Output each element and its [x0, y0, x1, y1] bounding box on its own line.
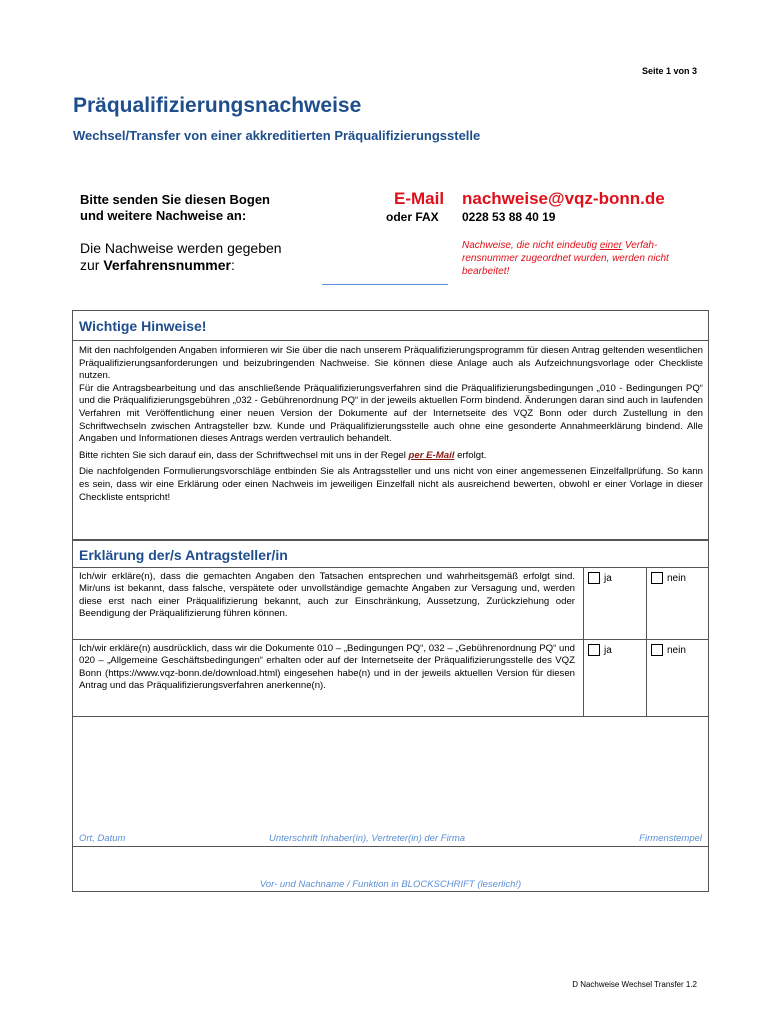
procedure-bold: Verfahrensnummer	[103, 257, 231, 273]
procedure-warning: Nachweise, die nicht eindeutig einer Verfah-rensnummer zugeordnet wurden, werden nicht bearbeitet!	[462, 240, 669, 277]
document-title: Präqualifizierungsnachweise	[73, 94, 362, 117]
signature-label: Unterschrift Inhaber(in), Vertreter(in) der Firma	[269, 833, 466, 844]
name-function-label: Vor- und Nachname / Funktion in BLOCKSCHRIFT (leserlich!)	[259, 879, 522, 890]
declaration-row	[73, 568, 708, 640]
procedure-number-field[interactable]	[322, 284, 448, 285]
declaration-statement-2: Ich/wir erkläre(n) ausdrücklich, dass wir die Dokumente 010 – „Bedingungen PQ“, 032 – „Gebührenordnung PQ“ und 020 – „Allgemeine Geschäftsbedingungen“ erhalten oder auf der Internetseite der Präqualifizierungsstelle des VQZ Bonn (https://www.vqz-bonn.de/download.html) eingesehen habe(n) und in der jeweils aktuellen Version für diesen Antrag und das Präqualifizierungsverfahren anerkenne(n).	[79, 643, 575, 692]
send-line-1: Bitte senden Sie diesen Bogen	[80, 192, 270, 207]
yes-option-2[interactable]: ja	[588, 644, 612, 656]
procedure-suffix: :	[230, 257, 235, 273]
declaration-statement-1: Ich/wir erkläre(n), dass die gemachten Angaben den Tatsachen entsprechen und wahrheitsgemäß erfolgt sind. Mir/uns ist bekannt, dass falsche, verspätete oder unvollständige gemachte Angaben zur Versagung und, werden diese erst nach einer Präqualifizierung bekannt, auch zur Einschränkung, Aussetzung, Zurückziehung oder Beendigung der Präqualifizierung führen können.	[79, 571, 575, 620]
signature-area[interactable]	[73, 717, 708, 847]
important-hints-section	[72, 310, 709, 540]
footer-doc-id: D Nachweise Wechsel Transfer 1.2	[572, 980, 697, 989]
email-label: E-Mail	[394, 189, 445, 208]
fax-number: 0228 53 88 40 19	[462, 210, 556, 224]
send-line-2: und weitere Nachweise an:	[80, 208, 247, 223]
checkbox-icon[interactable]	[588, 572, 600, 584]
company-stamp-label: Firmenstempel	[639, 833, 702, 844]
procedure-number-label	[80, 240, 330, 274]
column-divider	[646, 568, 647, 639]
page-number: Seite 1 von 3	[641, 66, 697, 76]
hints-paragraph-3: Bitte richten Sie sich darauf ein, dass der Schriftwechsel mit uns in der Regel per E-Mail erfolgt.	[79, 449, 487, 461]
procedure-prefix: zur	[80, 257, 104, 273]
no-option-2[interactable]: nein	[651, 644, 686, 656]
declaration-row	[73, 640, 708, 717]
hints-paragraph-1: Mit den nachfolgenden Angaben informieren wir Sie über die nach unserem Präqualifizierungsprogramm für diesen Antrag geltenden wesentlichen Präqualifizierungsanforderungen und beizubringenden Nachweise. Sie können diese Anlage auch als Aufzeichnungsvorlage oder Checkliste nutzen.	[79, 345, 703, 382]
email-emphasis: per E-Mail	[408, 449, 455, 461]
column-divider	[583, 640, 584, 716]
checkbox-icon[interactable]	[651, 572, 663, 584]
hints-paragraph-2: Für die Antragsbearbeitung und das anschließende Präqualifizierungsverfahren sind die Präqualifizierungsbedingungen „010 - Bedingungen PQ“ und die Präqualifizierungsgebühren „032 - Gebührenordnung PQ“ in der jeweils aktuellen Form bindend. Änderungen daran sind auch in laufenden Verfahren mit Veröffentlichung einer neuen Version der Dokumente auf der Internetseite des VQZ Bonn oder durch Zustellung in den Schriftwechseln zwischen Antragsteller bzw. Kunde und Präqualifizierungsstelle auch ohne eine gesonderte Annahmeerklärung bindend. Alle Angaben und Informationen dieses Antrags werden vertraulich behandelt.	[79, 382, 703, 445]
hints-heading: Wichtige Hinweise!	[73, 311, 708, 341]
column-divider	[646, 640, 647, 716]
document-subtitle: Wechsel/Transfer von einer akkreditierten Präqualifizierungsstelle	[73, 128, 481, 143]
checkbox-icon[interactable]	[588, 644, 600, 656]
no-option-1[interactable]: nein	[651, 572, 686, 584]
hints-paragraph-4: Die nachfolgenden Formulierungsvorschläge entbinden Sie als Antragssteller und uns nicht von einer angemessenen Einzelfallprüfung. So kann es sein, dass wir eine Erklärung oder einen Nachweis im jeweiligen Einzelfall nicht als ausreichend bewerten, obwohl er einer Vorlage in dieser Checkliste entspricht!	[79, 466, 703, 503]
email-link[interactable]: nachweise@vqz-bonn.de	[462, 189, 665, 208]
place-date-label: Ort, Datum	[79, 833, 126, 844]
yes-option-1[interactable]: ja	[588, 572, 612, 584]
declaration-heading: Erklärung der/s Antragsteller/in	[73, 541, 708, 568]
declaration-section	[72, 540, 709, 892]
checkbox-icon[interactable]	[651, 644, 663, 656]
procedure-line-1: Die Nachweise werden gegeben	[80, 240, 282, 256]
fax-label: oder FAX	[386, 210, 439, 224]
column-divider	[583, 568, 584, 639]
hints-body	[79, 345, 703, 508]
send-instruction	[80, 192, 330, 224]
